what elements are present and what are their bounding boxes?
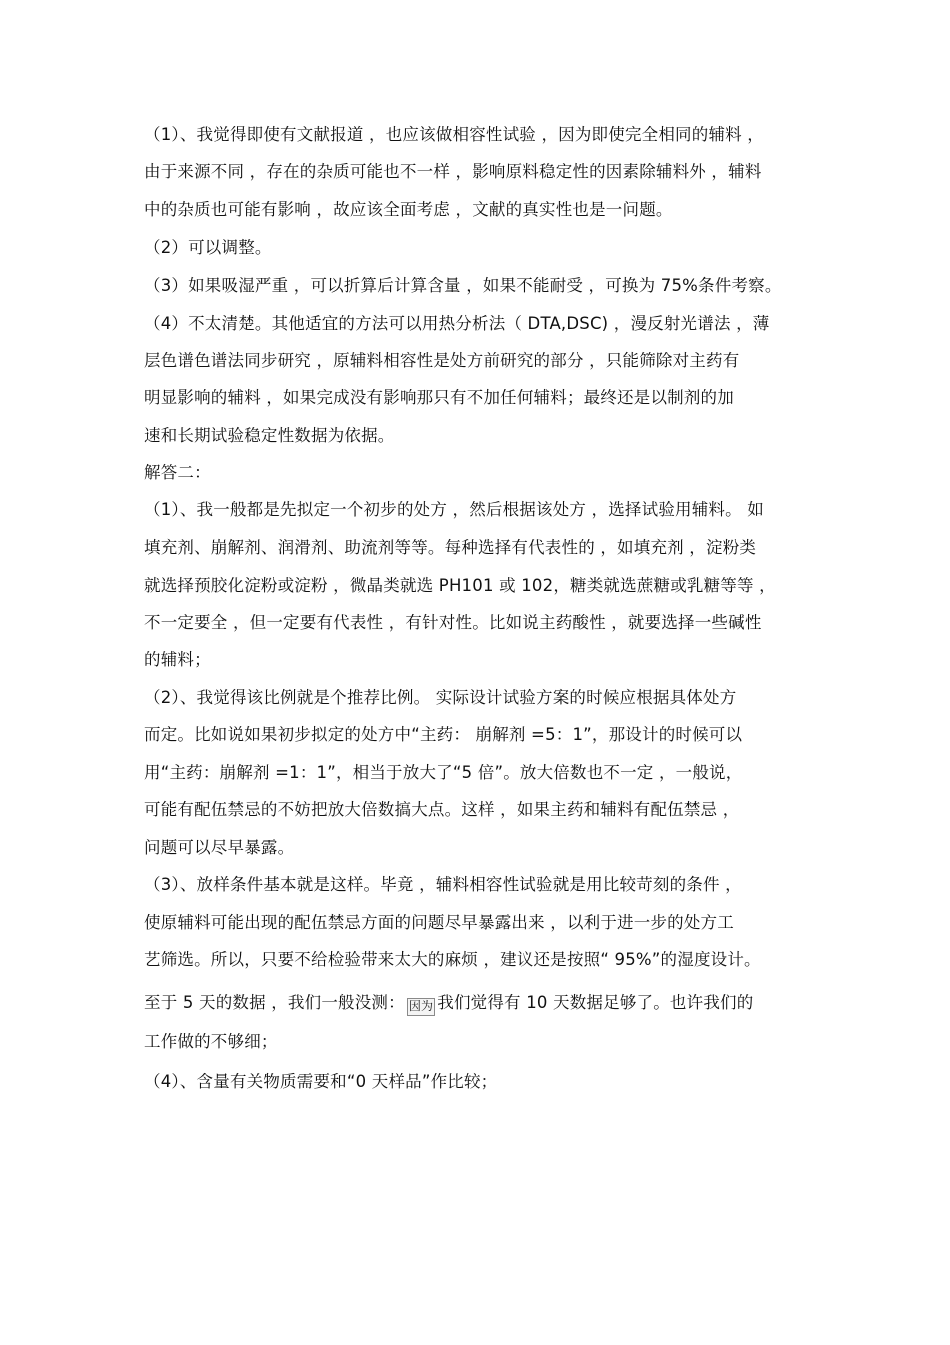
text-line: 中的杂质也可能有影响 ，故应该全面考虑 ，文献的真实性也是一问题。	[144, 200, 673, 219]
text-segment: 我们觉得有 10 天数据足够了。也许我们的	[437, 993, 754, 1012]
text-line: （3）如果吸湿严重 ，可以折算后计算含量 ，如果不能耐受 ，可换为 75%条件考察。	[144, 276, 782, 295]
text-line: （3）、放样条件基本就是这样。毕竟 ，辅料相容性试验就是用比较苛刻的条件 ，	[144, 875, 742, 894]
text-line: 填充剂、崩解剂、润滑剂、助流剂等等。每种选择有代表性的 ，如填充剂 ，淀粉类	[144, 538, 757, 557]
text-line: 层色谱色谱法同步研究 ，原辅料相容性是处方前研究的部分 ，只能筛除对主药有	[144, 351, 740, 370]
section-heading: 解答二：	[144, 463, 211, 482]
text-line: 工作做的不够细；	[144, 1032, 278, 1051]
text-line: 不一定要全 ，但一定要有代表性 ，有针对性。比如说主药酸性 ，就要选择一些碱性	[144, 613, 762, 632]
text-line: （4）不太清楚。其他适宜的方法可以用热分析法（ DTA,DSC) ，漫反射光谱法 ，薄	[144, 314, 770, 333]
text-line: 由于来源不同 ，存在的杂质可能也不一样 ，影响原料稳定性的因素除辅料外 ，辅料	[144, 162, 762, 181]
text-line: 艺筛选。所以，只要不给检验带来太大的麻烦 ，建议还是按照“ 95%”的湿度设计。	[144, 950, 761, 969]
text-line: 问题可以尽早暴露。	[144, 838, 295, 857]
text-line: 速和长期试验稳定性数据为依据。	[144, 426, 395, 445]
text-line: 使原辅料可能出现的配伍禁忌方面的问题尽早暴露出来 ，以利于进一步的处方工	[144, 913, 734, 932]
text-line: （1）、我一般都是先拟定一个初步的处方 ，然后根据该处方 ，选择试验用辅料。 如	[144, 500, 764, 519]
text-line: （2）、我觉得该比例就是个推荐比例。 实际设计试验方案的时候应根据具体处方	[144, 688, 737, 707]
text-line: 可能有配伍禁忌的不妨把放大倍数搞大点。这样 ，如果主药和辅料有配伍禁忌 ，	[144, 800, 740, 819]
text-line: （2）可以调整。	[144, 238, 272, 257]
text-line: （4）、含量有关物质需要和“0 天样品”作比较；	[144, 1072, 498, 1091]
text-line: 用“主药：崩解剂 =1：1”，相当于放大了“5 倍”。放大倍数也不一定 ，一般说，	[144, 763, 743, 782]
text-line-with-image	[144, 991, 753, 1015]
text-line: 的辅料；	[144, 650, 211, 669]
text-line: 明显影响的辅料 ，如果完成没有影响那只有不加任何辅料；最终还是以制剂的加	[144, 388, 734, 407]
text-line: （1）、我觉得即使有文献报道 ，也应该做相容性试验 ，因为即使完全相同的辅料 ，	[144, 125, 764, 144]
text-segment: 至于 5 天的数据 ，我们一般没测：	[144, 993, 405, 1012]
inline-image: 因为	[407, 998, 435, 1016]
text-line: 而定。比如说如果初步拟定的处方中“主药： 崩解剂 =5：1”，那设计的时候可以	[144, 725, 743, 744]
text-line: 就选择预胶化淀粉或淀粉 ，微晶类就选 PH101 或 102，糖类就选蔗糖或乳糖等等 ，	[144, 576, 776, 595]
